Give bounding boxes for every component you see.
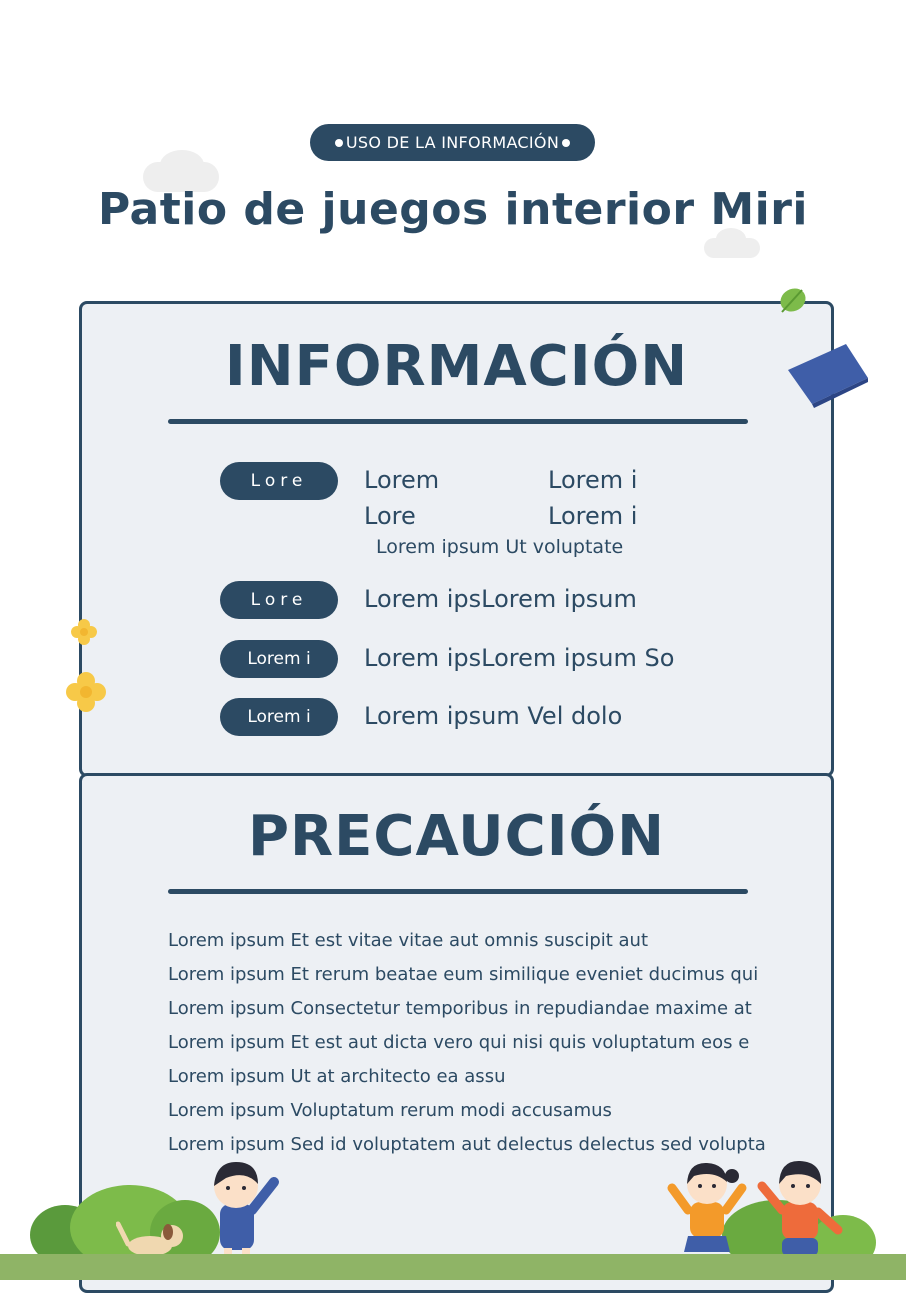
info-badge: Lore — [220, 581, 338, 619]
information-card — [79, 301, 834, 777]
info-grid-cell: Lorem i — [548, 502, 638, 530]
child-illustration — [196, 1158, 282, 1266]
flower-icon — [64, 670, 108, 714]
dot-icon — [562, 139, 570, 147]
precaution-heading: PRECAUCIÓN — [247, 804, 665, 869]
info-row-4 — [220, 698, 622, 736]
info-grid — [364, 462, 668, 534]
page-title: Patio de juegos interior Miri — [97, 184, 808, 235]
child-illustration — [756, 1156, 846, 1266]
info-row-text: Lorem ipsLorem ipsum So — [364, 644, 675, 672]
precaution-line: Lorem ipsum Voluptatum rerum modi accusamus — [168, 1100, 612, 1121]
info-badge: Lorem i — [220, 640, 338, 678]
precaution-divider — [168, 889, 748, 894]
information-heading: INFORMACIÓN — [224, 334, 689, 399]
ground-strip — [0, 1254, 906, 1280]
precaution-line: Lorem ipsum Consectetur temporibus in repudiandae maxime at — [168, 998, 752, 1019]
info-grid-cell: Lorem — [364, 466, 440, 494]
cloud-decoration-left-top — [160, 150, 204, 180]
info-row-2 — [220, 581, 637, 619]
info-grid-cell: Lorem i — [548, 466, 638, 494]
dot-icon — [335, 139, 343, 147]
precaution-line: Lorem ipsum Et est vitae vitae aut omnis suscipit aut — [168, 930, 649, 951]
info-badge: Lore — [220, 462, 338, 500]
leaf-icon — [774, 282, 812, 318]
precaution-line: Lorem ipsum Et est aut dicta vero qui nisi quis voluptatum eos e — [168, 1032, 750, 1053]
precaution-line: Lorem ipsum Ut at architecto ea assu — [168, 1066, 506, 1087]
section-tag-label: USO DE LA INFORMACIÓN — [345, 133, 560, 152]
info-badge: Lorem i — [220, 698, 338, 736]
child-illustration — [666, 1158, 750, 1266]
info-row-3 — [220, 640, 674, 678]
info-note: Lorem ipsum Ut voluptate — [376, 536, 624, 558]
information-divider — [168, 419, 748, 424]
info-row-content — [364, 462, 668, 560]
section-tag — [310, 124, 595, 161]
info-row-text: Lorem ipsLorem ipsum — [364, 585, 637, 613]
book-icon — [784, 340, 872, 410]
info-row-1 — [220, 462, 668, 560]
precaution-line: Lorem ipsum Et rerum beatae eum similique eveniet ducimus qui — [168, 964, 759, 985]
info-grid-cell: Lore — [364, 502, 416, 530]
info-row-text: Lorem ipsum Vel dolo — [364, 702, 623, 730]
precaution-list — [168, 924, 808, 1162]
flower-icon — [70, 618, 98, 646]
precaution-line: Lorem ipsum Sed id voluptatem aut delectus delectus sed volupta — [168, 1134, 766, 1155]
